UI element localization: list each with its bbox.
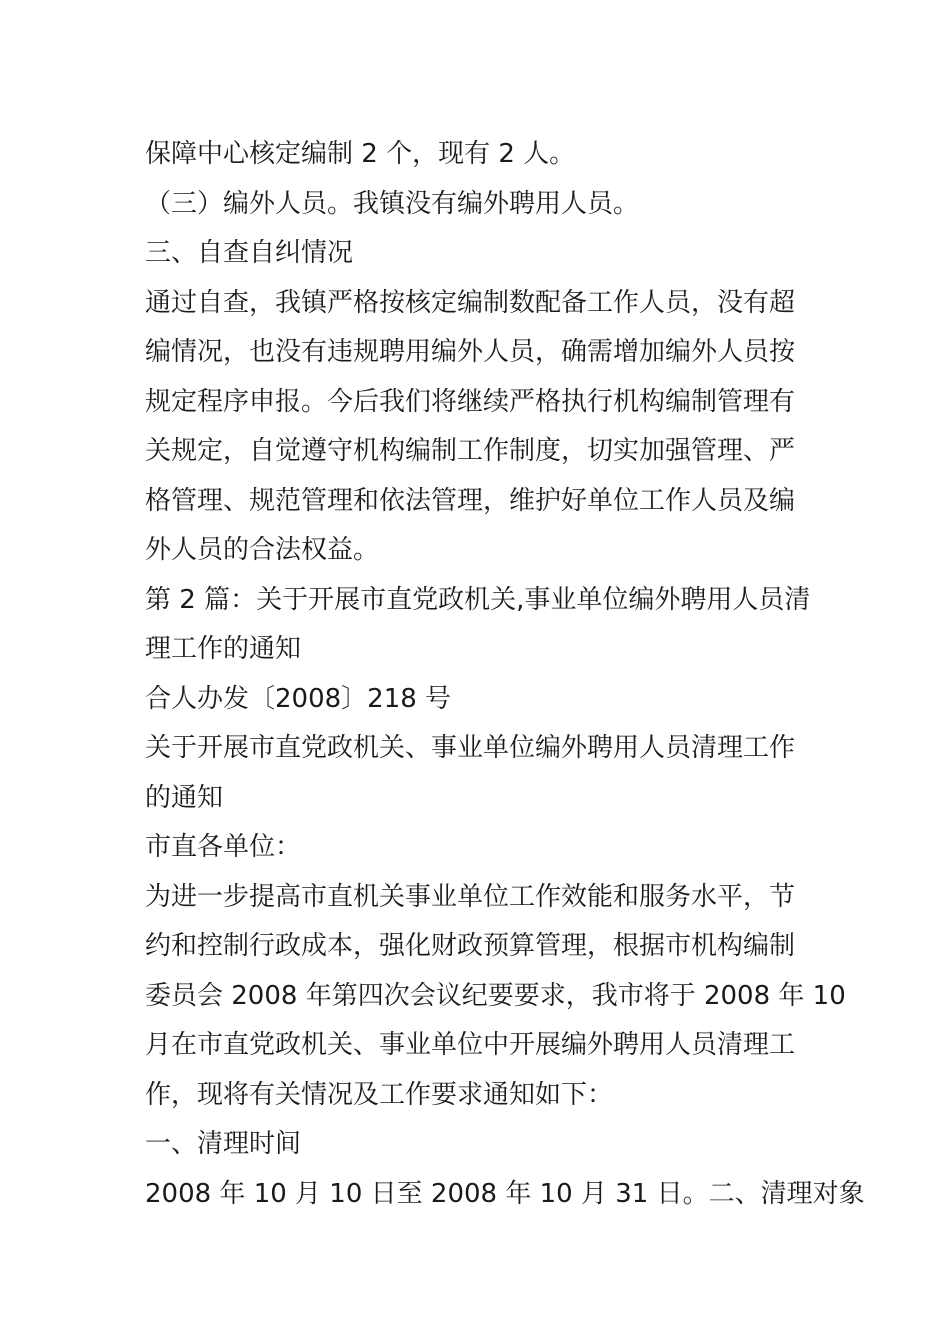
text-line-8: 格管理、规范管理和依法管理，维护好单位工作人员及编 [145, 485, 796, 516]
document-body [145, 130, 865, 1219]
notice-title-line-2: 的通知 [145, 782, 224, 813]
text-line-6: 规定程序申报。今后我们将继续严格执行机构编制管理有 [145, 386, 796, 417]
text-line-5: 编情况，也没有违规聘用编外人员，确需增加编外人员按 [145, 337, 796, 367]
document-number: 合人办发〔2008〕218 号 [145, 683, 452, 714]
text-line-18: 委员会 2008 年第四次会议纪要要求，我市将于 2008 年 10 [145, 980, 846, 1011]
addressee: 市直各单位： [145, 832, 302, 862]
section-heading-self-check: 三、自查自纠情况 [145, 238, 354, 268]
text-line-16: 为进一步提高市直机关事业单位工作效能和服务水平，节 [145, 881, 796, 912]
article-2-title-line-1: 第 2 篇：关于开展市直党政机关,事业单位编外聘用人员清 [145, 584, 811, 615]
text-line-20: 作，现将有关情况及工作要求通知如下： [145, 1079, 614, 1110]
text-line-17: 约和控制行政成本，强化财政预算管理，根据市机构编制 [145, 931, 796, 961]
article-2-title-line-2: 理工作的通知 [145, 634, 302, 664]
text-line-4: 通过自查，我镇严格按核定编制数配备工作人员，没有超 [145, 287, 796, 318]
text-line-7: 关规定，自觉遵守机构编制工作制度，切实加强管理、严 [145, 436, 796, 466]
text-line-9: 外人员的合法权益。 [145, 535, 380, 565]
text-line-19: 月在市直党政机关、事业单位中开展编外聘用人员清理工 [145, 1030, 796, 1060]
section-heading-cleanup-time: 一、清理时间 [145, 1129, 302, 1159]
text-line-1: 保障中心核定编制 2 个，现有 2 人。 [145, 139, 576, 169]
text-line-22: 2008 年 10 月 10 日至 2008 年 10 月 31 日。二、清理对象 [145, 1178, 865, 1209]
notice-title-line-1: 关于开展市直党政机关、事业单位编外聘用人员清理工作 [145, 733, 796, 763]
text-line-2: （三）编外人员。我镇没有编外聘用人员。 [145, 188, 640, 219]
